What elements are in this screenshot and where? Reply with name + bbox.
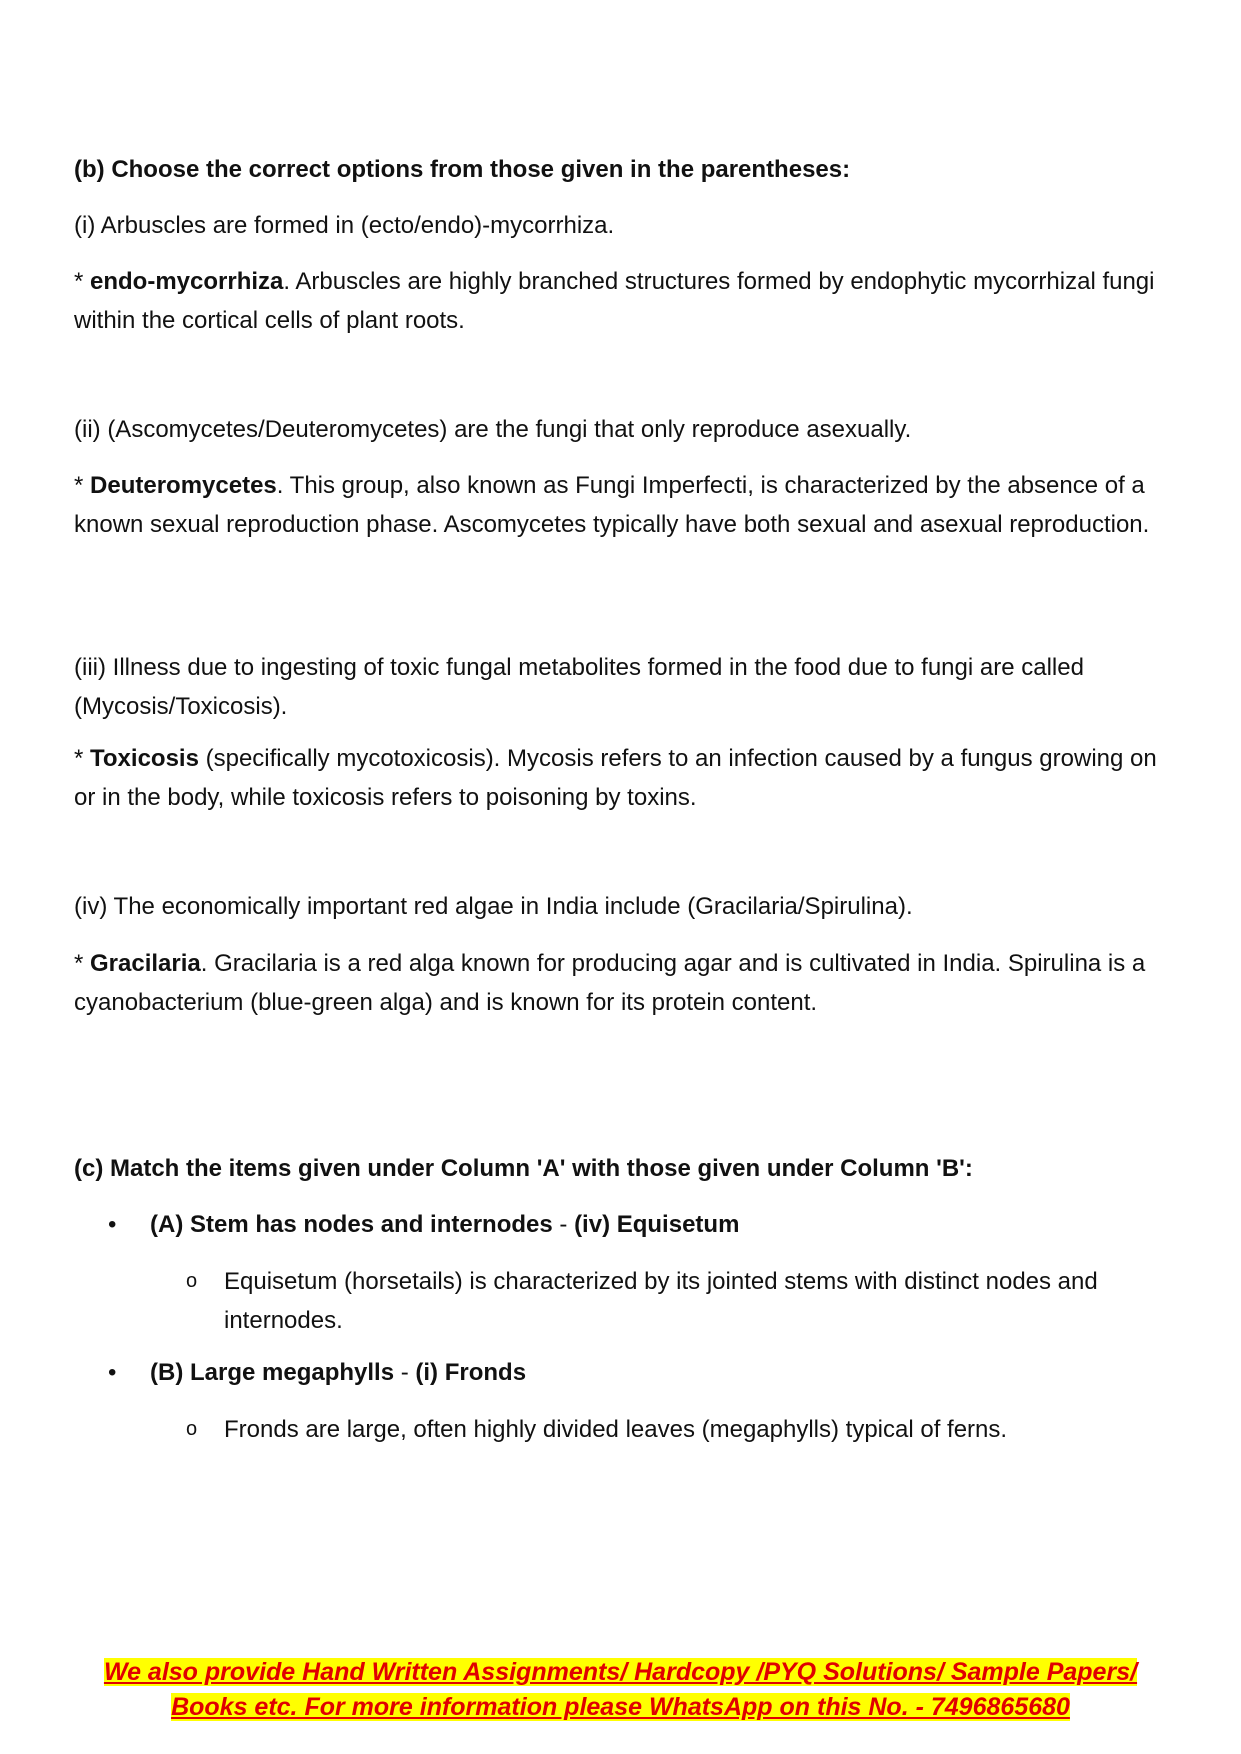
column-b-item: (i) Fronds (415, 1359, 527, 1386)
match-separator: - (394, 1359, 416, 1386)
answer-iv-term: Gracilaria (90, 950, 201, 977)
circle-bullet-icon: o (186, 1270, 198, 1292)
promo-footer (60, 1655, 1181, 1725)
match-pair-a (150, 1205, 1150, 1244)
answer-iv-prefix: * (74, 950, 91, 977)
match-separator: - (552, 1211, 575, 1238)
question-ii: (ii) (Ascomycetes/Deuteromycetes) are the fungi that only reproduce asexually. (74, 416, 912, 443)
promo-line-2: Books etc. For more information please WhatsApp on this No. - 7496865680 (171, 1693, 1070, 1721)
question-i: (i) Arbuscles are formed in (ecto/endo)-mycorrhiza. (74, 212, 615, 239)
answer-ii-term: Deuteromycetes (90, 472, 277, 499)
bullet-icon: • (108, 1211, 117, 1238)
column-a-item: (B) Large megaphylls (150, 1359, 395, 1386)
bullet-icon: • (108, 1359, 117, 1386)
answer-i-explanation: . Arbuscles are highly branched structures formed by endophytic mycorrhizal fungi within the cortical cells of plant roots. (74, 268, 1155, 334)
promo-line-1: We also provide Hand Written Assignments/ Hardcopy /PYQ Solutions/ Sample Papers/ (103, 1658, 1138, 1686)
answer-i (74, 262, 1174, 340)
answer-iv-explanation: . Gracilaria is a red alga known for producing agar and is cultivated in India. Spirulina is a cyanobacterium (blue-green alga) and is known for its protein content. (74, 950, 1146, 1016)
answer-iii-prefix: * (74, 745, 91, 772)
answer-iii-explanation: (specifically mycotoxicosis). Mycosis refers to an infection caused by a fungus growing on or in the body, while toxicosis refers to poisoning by toxins. (74, 745, 1157, 811)
answer-ii-explanation: . This group, also known as Fungi Imperfecti, is characterized by the absence of a known sexual reproduction phase. Ascomycetes typically have both sexual and asexual reproduction. (74, 472, 1150, 538)
question-iv: (iv) The economically important red algae in India include (Gracilaria/Spirulina). (74, 893, 913, 920)
column-a-item: (A) Stem has nodes and internodes (150, 1211, 553, 1238)
answer-ii (74, 466, 1174, 544)
answer-ii-prefix: * (74, 472, 91, 499)
answer-iii-term: Toxicosis (90, 745, 199, 772)
match-explanation-a: Equisetum (horsetails) is characterized by its jointed stems with distinct nodes and internodes. (224, 1268, 1098, 1334)
circle-bullet-icon: o (186, 1418, 198, 1440)
answer-i-prefix: * (74, 268, 91, 295)
section-c-heading: (c) Match the items given under Column 'A' with those given under Column 'B': (74, 1155, 973, 1182)
match-pair-b (150, 1353, 1150, 1392)
answer-iv (74, 944, 1174, 1022)
match-explanation-b: Fronds are large, often highly divided leaves (megaphylls) typical of ferns. (224, 1416, 1008, 1443)
column-b-item: (iv) Equisetum (574, 1211, 740, 1238)
question-iii: (iii) Illness due to ingesting of toxic fungal metabolites formed in the food due to fungi are called (Mycosis/Toxicosis). (74, 654, 1084, 720)
answer-iii (74, 739, 1174, 817)
answer-i-term: endo-mycorrhiza (90, 268, 284, 295)
section-b-heading: (b) Choose the correct options from those given in the parentheses: (74, 156, 851, 183)
